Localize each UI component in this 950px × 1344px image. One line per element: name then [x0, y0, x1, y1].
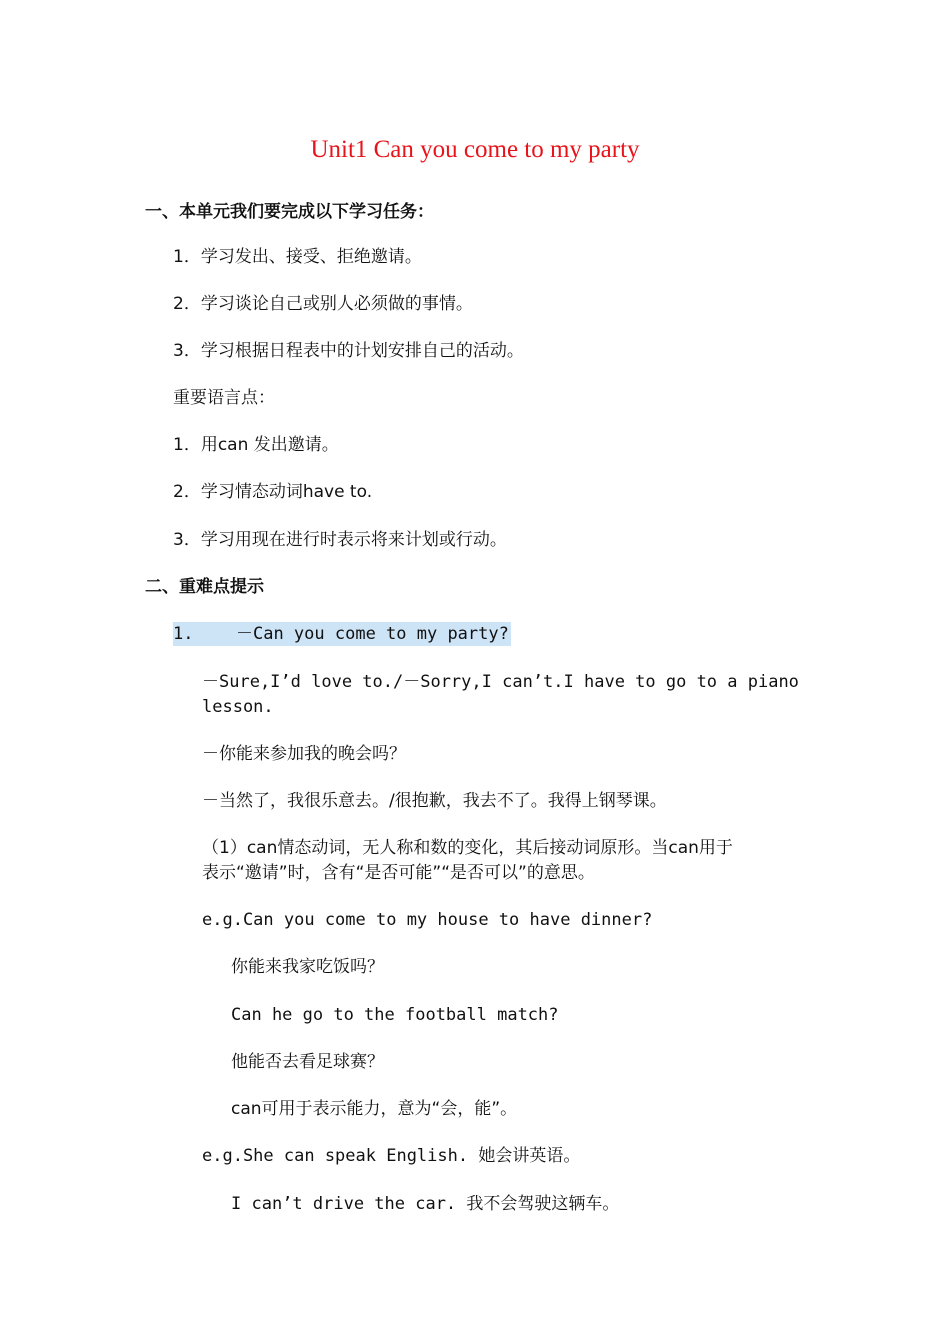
- point-item: 2．学习情态动词have to.: [173, 482, 373, 502]
- task-item: 1．学习发出、接受、拒绝邀请。: [173, 247, 422, 267]
- example-translation: 你能来我家吃饭吗？: [231, 957, 384, 977]
- task-item: 2．学习谈论自己或别人必须做的事情。: [173, 294, 473, 314]
- reply-line-continued: lesson.: [202, 697, 274, 717]
- example-sentence: Can he go to the football match?: [231, 1005, 559, 1025]
- ability-note: can可用于表示能力，意为“会，能”。: [231, 1099, 518, 1119]
- example-translation: 他能否去看足球赛？: [231, 1052, 384, 1072]
- point-item: 3．学习用现在进行时表示将来计划或行动。: [173, 530, 507, 550]
- highlighted-item-1: [173, 622, 511, 646]
- task-item: 3．学习根据日程表中的计划安排自己的活动。: [173, 341, 524, 361]
- example-sentence: e.g.She can speak English. 她会讲英语。: [202, 1146, 581, 1166]
- note-line-continued: 表示“邀请”时，含有“是否可能”“是否可以”的意思。: [202, 863, 595, 883]
- item-question: －Can you come to my party?: [235, 624, 509, 644]
- example-sentence: I can’t drive the car. 我不会驾驶这辆车。: [231, 1194, 620, 1214]
- chinese-question: －你能来参加我的晚会吗？: [202, 744, 406, 764]
- document-title: Unit1 Can you come to my party: [310, 136, 640, 163]
- section1-heading: 一、本单元我们要完成以下学习任务：: [145, 202, 434, 222]
- item-number: 1.: [173, 624, 194, 644]
- reply-line: －Sure,I’d love to./－Sorry,I can’t.I have to go to a piano: [202, 672, 799, 692]
- chinese-reply: －当然了，我很乐意去。/很抱歉，我去不了。我得上钢琴课。: [202, 791, 667, 811]
- point-item: 1．用can 发出邀请。: [173, 435, 339, 455]
- note-line: （1）can情态动词，无人称和数的变化，其后接动词原形。当can用于: [202, 838, 733, 858]
- section2-heading: 二、重难点提示: [145, 577, 264, 597]
- example-sentence: e.g.Can you come to my house to have dinner?: [202, 910, 653, 930]
- points-heading: 重要语言点：: [173, 388, 275, 408]
